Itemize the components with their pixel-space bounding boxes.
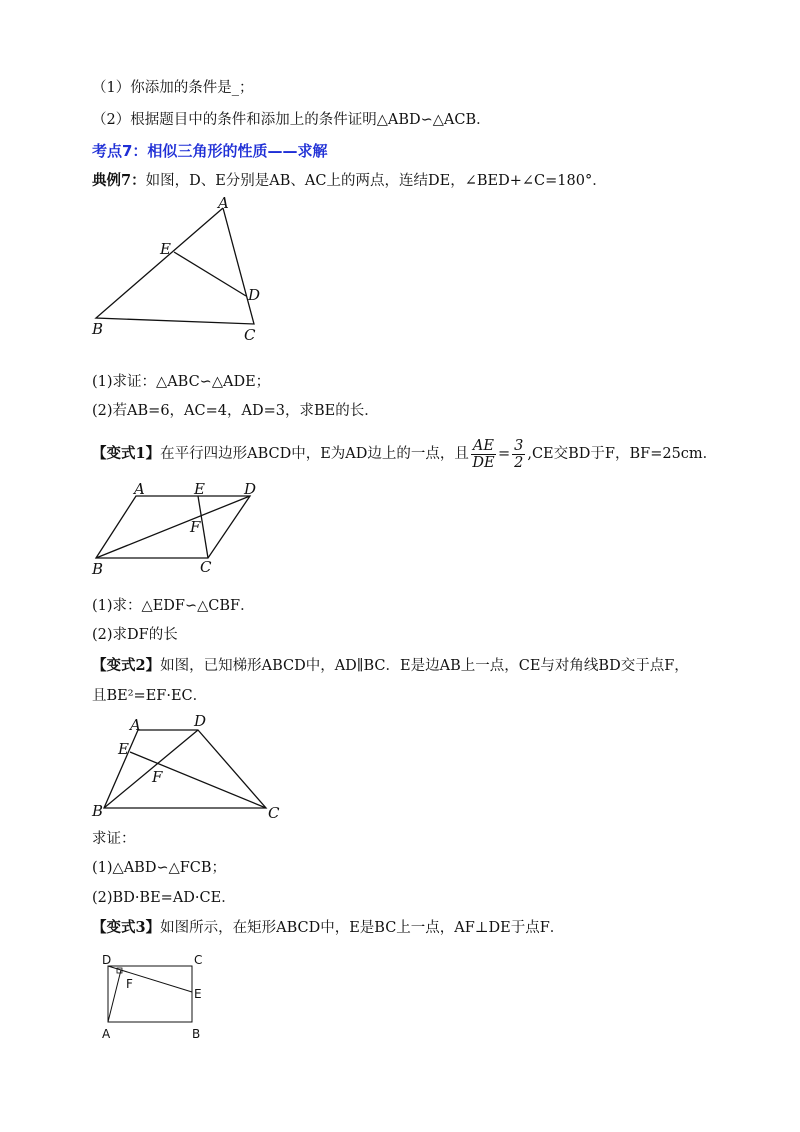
fig4-label-d: D — [102, 953, 112, 967]
fraction-3-2: $\frac{3}{2}$ — [514, 437, 524, 471]
fig1-label-c: C — [244, 326, 256, 344]
variant-2-text: 如图，已知梯形ABCD中，AD∥BC．E是边AB上一点，CE与对角线BD交于点F， — [160, 658, 689, 674]
fig2-label-e: E — [194, 480, 205, 498]
example-7-part-2: (2)若AB=6，AC=4，AD=3，求BE的长． — [92, 403, 379, 419]
question-1: （1）你添加的条件是_； — [92, 80, 254, 96]
variant-1-text-b: ,CE交BD于F，BF=25cm． — [527, 446, 718, 462]
variant-3-statement — [92, 918, 564, 938]
fraction-ae-de: $\frac{AE}{DE}$ — [472, 437, 495, 471]
variant-2-label: 【变式2】 — [92, 657, 161, 674]
fig4-label-c: C — [194, 953, 203, 967]
fig1-label-a: A — [218, 194, 229, 212]
variant-1-part-2: (2)求DF的长 — [92, 627, 178, 643]
example-7-part-1: (1)求证：△ABC∽△ADE； — [92, 374, 271, 390]
variant-3-text: 如图所示，在矩形ABCD中，E是BC上一点，AF⊥DE于点F． — [160, 920, 565, 936]
fig3-label-a: A — [130, 716, 141, 734]
fig2-label-c: C — [200, 558, 212, 576]
fig1-label-b: B — [92, 320, 104, 338]
variant-1-statement: 【变式1】在平行四边形ABCD中，E为AD边上的一点，且 $\frac{AE}{DE}$ = $\frac{3}{2}$ ,CE交BD于F，BF=25cm． — [92, 437, 718, 471]
example-7-label: 典例7： — [92, 172, 146, 189]
fig1-label-e: E — [160, 240, 171, 258]
fig2-label-b: B — [92, 560, 104, 576]
fig4-label-f: F — [126, 977, 133, 991]
fig2-label-d: D — [244, 480, 257, 498]
question-2: （2）根据题目中的条件和添加上的条件证明△ABD∽△ACB． — [92, 112, 491, 128]
fig3-label-b: B — [92, 802, 104, 820]
variant-2-part-2: (2)BD·BE=AD·CE． — [92, 890, 236, 906]
variant-1-text-a: 在平行四边形ABCD中，E为AD边上的一点，且 — [160, 446, 469, 462]
variant-1-part-1: (1)求：△EDF∽△CBF． — [92, 598, 255, 614]
section-heading: 考点7：相似三角形的性质——求解 — [92, 142, 328, 160]
figure-triangle-abc — [88, 192, 278, 344]
fig2-label-f: F — [190, 518, 201, 536]
fig4-label-e: E — [194, 987, 202, 1001]
fig4-label-b: B — [192, 1027, 201, 1041]
variant-1-label: 【变式1】 — [92, 445, 161, 462]
figure-parallelogram — [88, 480, 268, 576]
fig2-label-a: A — [134, 480, 145, 498]
fig4-label-a: A — [102, 1027, 111, 1041]
fig3-label-e: E — [118, 740, 129, 758]
fig3-label-c: C — [268, 804, 280, 822]
variant-3-label: 【变式3】 — [92, 919, 161, 936]
variant-2-statement — [92, 656, 689, 676]
fig1-label-d: D — [248, 286, 261, 304]
fig3-label-d: D — [194, 712, 207, 730]
fig3-label-f: F — [152, 768, 163, 786]
variant-2-condition: 且BE²=EF·EC． — [92, 688, 208, 704]
figure-rectangle — [96, 948, 216, 1044]
variant-2-part-1: (1)△ABD∽△FCB； — [92, 860, 227, 876]
figure-trapezoid — [88, 710, 288, 822]
example-7-statement — [92, 171, 607, 191]
example-7-text: 如图，D、E分别是AB、AC上的两点，连结DE，∠BED+∠C=180°． — [145, 173, 607, 189]
variant-2-prove: 求证： — [92, 831, 136, 847]
